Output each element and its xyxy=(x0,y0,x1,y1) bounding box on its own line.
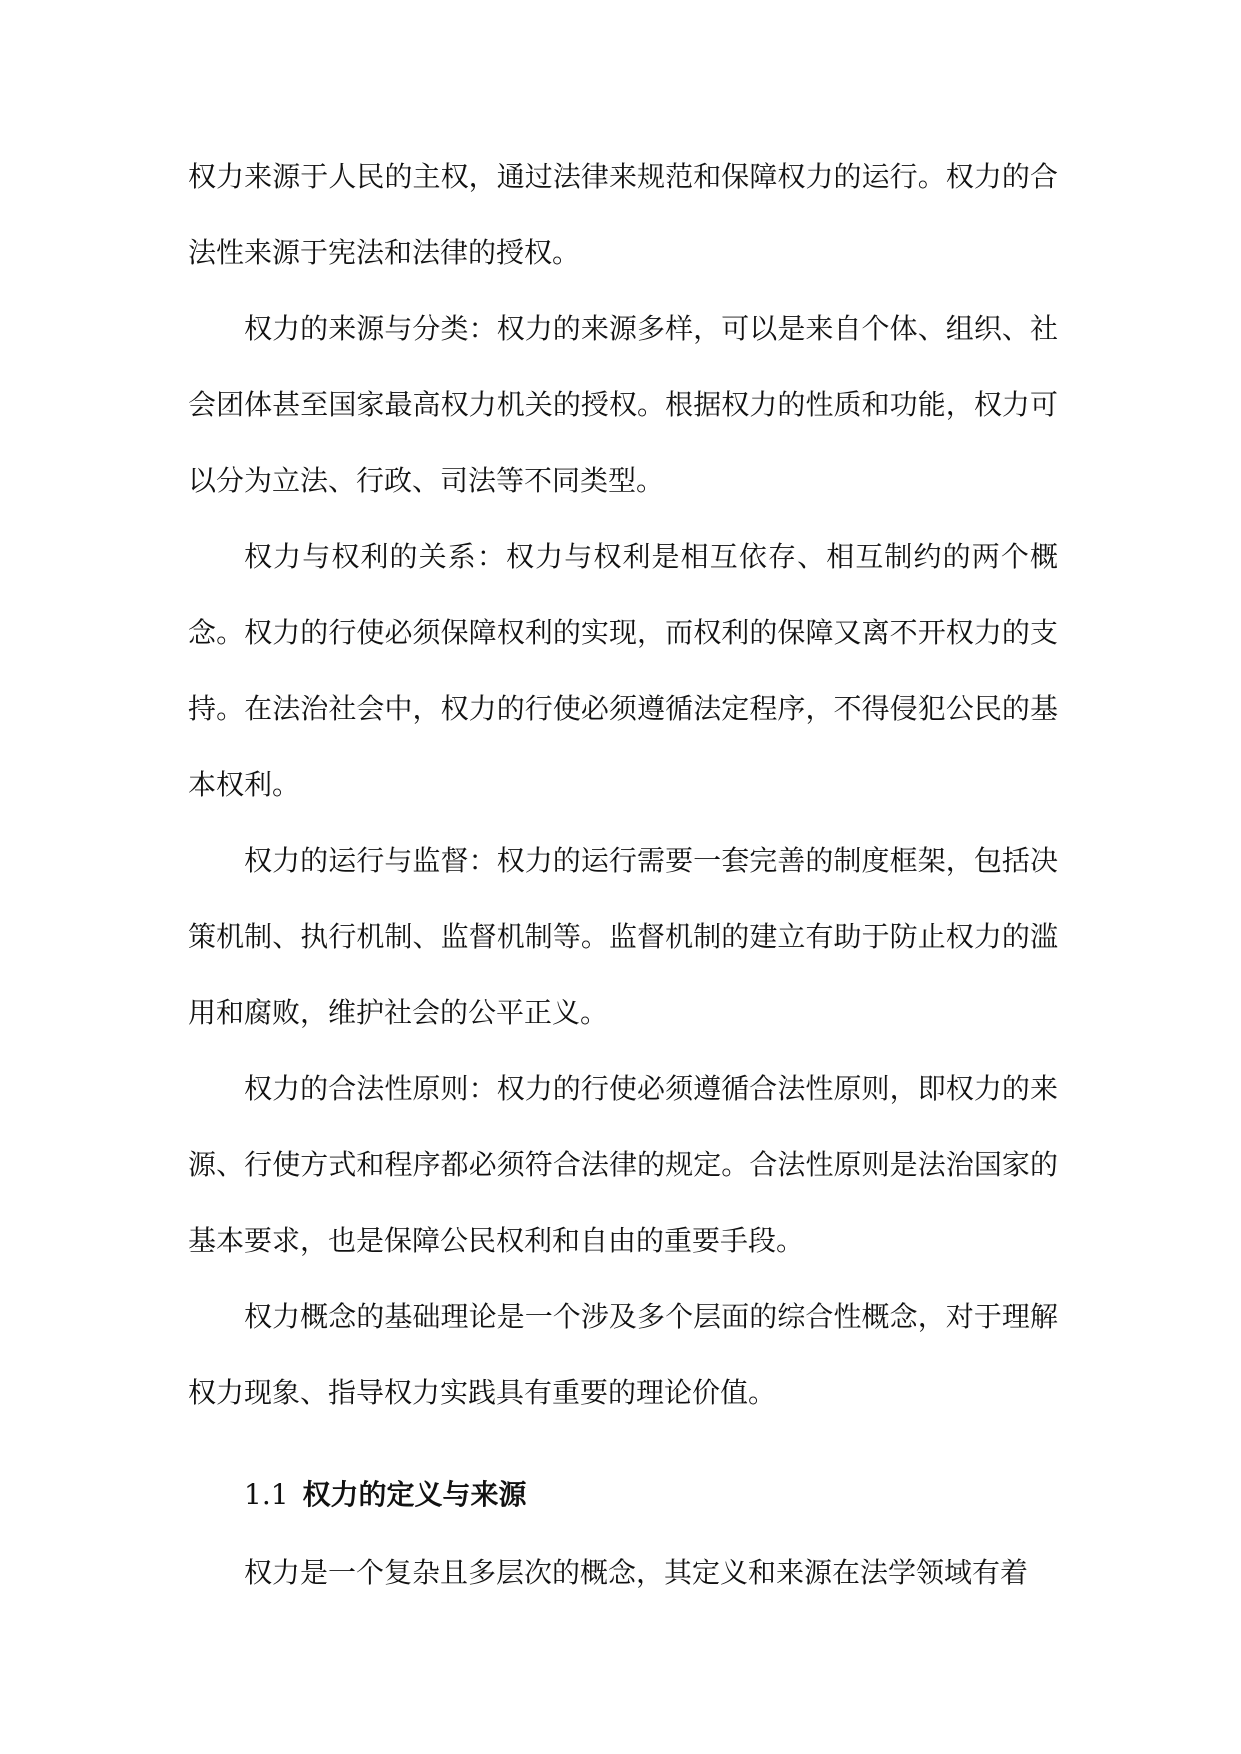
paragraph-theory-summary: 权力概念的基础理论是一个涉及多个层面的综合性概念，对于理解权力现象、指导权力实践具有重要的理论价值。 xyxy=(188,1300,1058,1409)
paragraph-definition-intro: 权力是一个复杂且多层次的概念，其定义和来源在法学领域有着 xyxy=(244,1556,1029,1589)
section-number: 1.1 xyxy=(244,1478,289,1511)
paragraph-source-classification: 权力的来源与分类：权力的来源多样，可以是来自个体、组织、社会团体甚至国家最高权力机关的授权。根据权力的性质和功能，权力可以分为立法、行政、司法等不同类型。 xyxy=(188,312,1058,497)
paragraph-continuation: 权力来源于人民的主权，通过法律来规范和保障权力的运行。权力的合法性来源于宪法和法律的授权。 xyxy=(188,160,1058,269)
paragraph-legality-principle: 权力的合法性原则：权力的行使必须遵循合法性原则，即权力的来源、行使方式和程序都必须符合法律的规定。合法性原则是法治国家的基本要求，也是保障公民权利和自由的重要手段。 xyxy=(188,1072,1058,1257)
section-heading xyxy=(188,1457,1058,1533)
paragraph-power-rights-relation: 权力与权利的关系：权力与权利是相互依存、相互制约的两个概念。权力的行使必须保障权利的实现，而权利的保障又离不开权力的支持。在法治社会中，权力的行使必须遵循法定程序，不得侵犯公民的基本权利。 xyxy=(188,540,1058,801)
section-title: 权力的定义与来源 xyxy=(302,1478,527,1511)
document-body xyxy=(188,139,1058,1611)
paragraph-operation-supervision: 权力的运行与监督：权力的运行需要一套完善的制度框架，包括决策机制、执行机制、监督机制等。监督机制的建立有助于防止权力的滥用和腐败，维护社会的公平正义。 xyxy=(188,844,1058,1029)
